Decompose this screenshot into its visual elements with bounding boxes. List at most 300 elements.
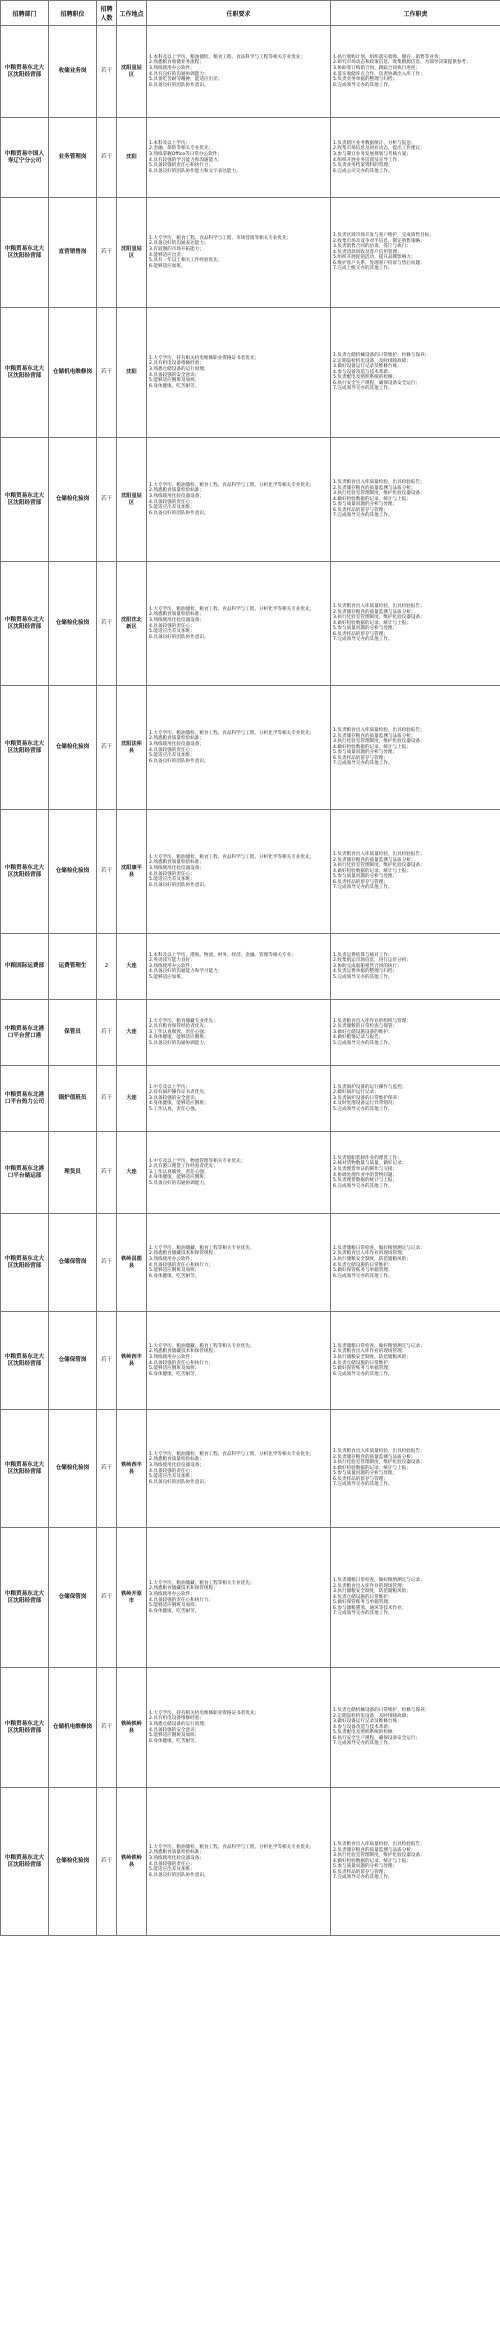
duty-line: 2.收集市场及竞争对手信息，制定销售策略； (333, 238, 425, 244)
duty-line: 1.负责储粮日常检查，做好粮情测定与记录； (333, 1343, 425, 1349)
duty-line: 1.负责粮食出入库质量检验，出具检验报告； (333, 727, 425, 733)
duty-line: 7.完成领导交办的其他工作。 (333, 637, 393, 643)
dept-cell: 中粮贸易东北大区沈阳经营部 (1, 1528, 49, 1668)
location-cell: 大连 (117, 1066, 147, 1132)
duty-line: 4.做好检验数据的记录、统计与上报； (333, 1858, 411, 1864)
requirement-line: 2.具有粮食保管经验者优先； (149, 1024, 209, 1030)
duties-cell (331, 1528, 500, 1668)
duty-line: 3.执行储粮安全制度，防范储粮风险； (333, 1354, 411, 1360)
position-cell: 仓储检化验岗 (49, 810, 97, 934)
duty-line: 1.负责锅炉设备的运行操作与监控； (333, 1084, 407, 1090)
table-row (1, 198, 500, 308)
location-cell: 沈阳沈北新区 (117, 562, 147, 686)
duties-cell (331, 934, 500, 1000)
duty-line: 5.组织开展促销活动，提升品牌影响力； (333, 255, 416, 261)
duties-cell (331, 1788, 500, 1936)
requirements-cell (147, 686, 331, 810)
requirements-cell (147, 1528, 331, 1668)
requirements-cell (147, 438, 331, 562)
requirement-line: 2.熟悉粮食质量检验标准； (149, 488, 204, 494)
requirement-line: 5.能适应出差及加班； (149, 877, 195, 883)
requirements-cell (147, 1000, 331, 1066)
requirement-line: 2.具有机电设备维修经验； (149, 1716, 204, 1722)
position-cell: 仓储检化验岗 (49, 438, 97, 562)
duty-line: 1.负责船舶装卸作业的理货工作； (333, 1155, 402, 1161)
duty-line: 1.负责储粮日常检查，做好粮情测定与记录； (333, 1577, 425, 1583)
location-cell: 铁岭昌图县 (117, 1214, 147, 1312)
count-cell: 若干 (97, 198, 117, 308)
duty-line: 6.完成领导交办的其他工作。 (333, 1183, 393, 1189)
duty-line: 6.负责样品的留存与管理； (333, 1476, 388, 1482)
dept-cell: 中粮国际运费部 (1, 934, 49, 1000)
duty-line: 5.参与质量问题的分析与处理； (333, 502, 398, 508)
duty-line: 1.负责粮食出入库质量检验，出具检验报告； (333, 1841, 425, 1847)
requirement-line: 3.熟练使用化验仪器设备； (149, 617, 204, 623)
location-cell: 铁岭铁岭县 (117, 1668, 147, 1788)
requirement-line: 5.具备良好的沟通协调能力。 (149, 1180, 209, 1186)
position-cell: 仓储检化验岗 (49, 686, 97, 810)
duty-line: 4.负责仓储设施的日常维护； (333, 1594, 393, 1600)
requirements-cell (147, 118, 331, 198)
requirement-line: 6.具备良好的团队协作意识。 (149, 882, 209, 888)
requirement-line: 5.能够适应倒班及加班； (149, 378, 200, 384)
dept-cell: 中粮贸易东北大区沈阳经营部 (1, 1788, 49, 1936)
location-cell: 铁岭铁岭县 (117, 1788, 147, 1936)
duty-line: 1.负责储粮日常检查，做好粮情测定与记录； (333, 1245, 425, 1251)
count-cell: 若干 (97, 1214, 117, 1312)
requirement-line: 5.能够适应倒班及加班； (149, 1268, 200, 1274)
duty-line: 3.协助签订购销合同，跟踪合同执行进度； (333, 65, 421, 71)
dept-cell: 中粮贸易东北大区沈阳经营部 (1, 562, 49, 686)
duty-line: 4.做好检验数据的记录、统计与上报； (333, 868, 411, 874)
requirement-line: 2.熟悉粮食储藏技术和保管规程； (149, 1251, 218, 1257)
requirements-cell (147, 1214, 331, 1312)
duty-line: 5.完成领导交办的其他工作。 (333, 974, 393, 980)
duty-line: 3.负责理货单证的制作与交接； (333, 1166, 398, 1172)
requirement-line: 1.中专及以上学历； (149, 1084, 191, 1090)
requirement-line: 4.具有较强的学习能力和沟通能力； (149, 157, 223, 163)
location-cell: 铁岭西丰县 (117, 1312, 147, 1410)
requirement-line: 3.熟练使用办公软件； (149, 1354, 195, 1360)
header-position: 招聘职位 (49, 1, 97, 26)
requirement-line: 1.大专学历，粮油储检、粮食工程、食品科学与工程、分析化学等相关专业优先； (149, 606, 315, 612)
requirement-line: 5.具有一年以上相关工作经验优先； (149, 258, 223, 264)
requirement-line: 2.持有锅炉操作证书者优先； (149, 1090, 209, 1096)
duty-line: 1.负责区域市场开发与客户维护，完成销售目标； (333, 232, 434, 238)
table-row (1, 1312, 500, 1410)
requirement-line: 2.熟悉粮食质量检验标准； (149, 1457, 204, 1463)
position-cell: 仓储机电维修岗 (49, 1668, 97, 1788)
duties-cell (331, 1000, 500, 1066)
duty-line: 3.执行化验室管理制度，维护化验仪器设备； (333, 1853, 425, 1859)
dept-cell: 中粮贸易东北大区沈阳经营部 (1, 1410, 49, 1528)
table-row (1, 686, 500, 810)
position-cell: 理货员 (49, 1132, 97, 1214)
table-row (1, 562, 500, 686)
duty-line: 2.负责粮食出入库作业的现场管理； (333, 1251, 407, 1257)
position-cell: 运费管理生 (49, 934, 97, 1000)
requirement-line: 6.具备良好的团队协作能力和文字表达能力。 (149, 168, 241, 174)
duty-line: 2.负责储存粮食的质量监测与品质分析； (333, 485, 416, 491)
duty-line: 1.负责仓储机械设备的日常维护、检修与保养； (333, 352, 430, 358)
table-row (1, 1000, 500, 1066)
duties-cell (331, 26, 500, 118)
dept-cell: 中粮贸易东北大区沈阳经营部 (1, 686, 49, 810)
requirement-line: 3.熟练使用化验仪器设备； (149, 493, 204, 499)
duty-line: 4.做好粮情记录与报告； (333, 1035, 384, 1041)
duty-line: 4.负责仓储设施的日常维护； (333, 1262, 393, 1268)
duty-line: 6.完成公司交办的其他工作。 (333, 168, 393, 174)
duty-line: 2.负责储粮的日常检查与保管； (333, 1024, 398, 1030)
requirement-line: 3.熟练使用化验仪器设备； (149, 741, 204, 747)
duties-cell (331, 1410, 500, 1528)
duty-line: 2.核对货物数量与质量，做好记录； (333, 1161, 407, 1167)
duty-line: 1.负责辖区业务数据统计、分析与报送； (333, 140, 416, 146)
requirement-line: 1.本科及以上学历； (149, 140, 191, 146)
header-location: 工作地点 (117, 1, 147, 26)
position-cell: 仓储检化验岗 (49, 1788, 97, 1936)
duty-line: 6.负责样品的留存与管理； (333, 507, 388, 513)
count-cell: 若干 (97, 562, 117, 686)
requirement-line: 4.具备较强的责任心和执行力； (149, 1597, 214, 1603)
requirement-line: 4.具备良好的沟通能力和学习能力； (149, 969, 223, 975)
count-cell: 若干 (97, 1000, 117, 1066)
dept-cell: 中粮贸易东北大区沈阳经营部 (1, 198, 49, 308)
duties-cell (331, 1312, 500, 1410)
duty-line: 5.负责配电及照明系统的检修； (333, 1730, 398, 1736)
table-row (1, 810, 500, 934)
requirement-line: 1.本科及以上学历，港航、物流、财务、经济、金融、管理等相关专业； (149, 952, 296, 958)
requirements-cell (147, 1410, 331, 1528)
duty-line: 7.完成领导交办的其他工作。 (333, 761, 393, 767)
duty-line: 7.完成领导交办的其他工作。 (333, 386, 393, 392)
requirement-line: 6.具备良好的团队协作意识。 (149, 1479, 209, 1485)
duty-line: 4.负责运费单据的整理与归档； (333, 969, 398, 975)
count-cell: 若干 (97, 1312, 117, 1410)
table-row (1, 1132, 500, 1214)
duty-line: 5.负责业务单据的整理与归档； (333, 77, 398, 83)
duty-line: 3.执行储粮安全制度，防范储粮风险； (333, 1256, 411, 1262)
duties-cell (331, 1214, 500, 1312)
duties-cell (331, 1066, 500, 1132)
count-cell: 若干 (97, 1410, 117, 1528)
duty-line: 2.负责储存粮食的质量监测与品质分析； (333, 609, 416, 615)
requirement-line: 4.具备较强的责任心； (149, 1468, 195, 1474)
location-cell: 沈阳皇姑区 (117, 26, 147, 118)
duty-line: 4.组织开展业务培训及宣导工作； (333, 157, 402, 163)
requirement-line: 2.熟悉粮食质量检验标准； (149, 860, 204, 866)
position-cell: 业务管理岗 (49, 118, 97, 198)
position-cell: 仓储保管岗 (49, 1312, 97, 1410)
location-cell: 铁岭开原市 (117, 1528, 147, 1668)
requirement-line: 3.熟练使用办公软件； (149, 1591, 195, 1597)
duty-line: 6.维护客户关系，处理客户投诉与售后问题； (333, 260, 425, 266)
duty-line: 1.负责粮食出入库质量检验，出具检验报告； (333, 479, 425, 485)
dept-cell: 中粮贸易东北大区沈阳经营部 (1, 1668, 49, 1788)
duty-line: 7.完成上级交办的其他工作。 (333, 266, 393, 272)
duty-line: 6.执行安全生产规程，确保设备安全运行； (333, 380, 421, 386)
duty-line: 7.完成领导交办的其他工作。 (333, 1741, 393, 1747)
requirement-line: 1.大专学历，粮油储藏、粮食工程等相关专业优先； (149, 1343, 255, 1349)
duty-line: 3.做好设备运行记录及维修台账； (333, 364, 402, 370)
duty-line: 6.完成领导交办的其他工作。 (333, 1371, 393, 1377)
requirement-line: 5.能适应出差及加班； (149, 629, 195, 635)
requirement-line: 3.工作认真细致，责任心强； (149, 1029, 209, 1035)
requirement-line: 2.金融、保险等相关专业优先； (149, 146, 214, 152)
position-cell: 仓储保管岗 (49, 1528, 97, 1668)
duty-line: 2.负责粮食出入库作业的现场管理； (333, 1583, 407, 1589)
position-cell: 保管员 (49, 1000, 97, 1066)
count-cell: 若干 (97, 686, 117, 810)
duties-cell (331, 1132, 500, 1214)
table-row (1, 1066, 500, 1132)
requirement-line: 1.大专学历，粮油储检、粮食工程、食品科学与工程、分析化学等相关专业优先； (149, 1844, 315, 1850)
position-cell: 仓储检化验岗 (49, 562, 97, 686)
requirement-line: 5.具备较强的责任心和执行力； (149, 163, 214, 169)
duty-line: 1.负责粮食出入库质量检验，出具检验报告； (333, 1448, 425, 1454)
dept-cell: 中粮贸易东北大区沈阳经营部 (1, 26, 49, 118)
requirement-line: 1.大专学历，粮油储藏、粮食工程等相关专业优先； (149, 1580, 255, 1586)
dept-cell: 中粮贸易东北大区沈阳经营部 (1, 1214, 49, 1312)
duty-line: 5.做好保管账务与单据管理； (333, 1600, 393, 1606)
requirement-line: 5.能适应出差及加班； (149, 1867, 195, 1873)
requirement-line: 5.能够适应加班。 (149, 974, 186, 980)
requirement-line: 5.具备吃苦耐劳精神，能适应出差； (149, 77, 223, 83)
table-row (1, 118, 500, 198)
requirement-line: 2.熟悉粮食质量检验标准； (149, 736, 204, 742)
location-cell: 沈阳 (117, 118, 147, 198)
duty-line: 6.完成领导交办的其他工作。 (333, 1273, 393, 1279)
requirement-line: 4.身体健康，能够适应倒班； (149, 1101, 209, 1107)
duty-line: 3.参与制订业务发展规划与考核方案； (333, 151, 411, 157)
duty-line: 6.执行安全生产规程，确保设备安全运行； (333, 1735, 421, 1741)
location-cell: 沈阳法库县 (117, 686, 147, 810)
position-cell: 仓储机电维修岗 (49, 308, 97, 438)
duties-cell (331, 686, 500, 810)
requirement-line: 2.熟悉粮食储藏技术和保管规程； (149, 1349, 218, 1355)
duty-line: 1.负责粮食出入库作业的组织与管理； (333, 1018, 411, 1024)
requirement-line: 5.能适应出差及加班； (149, 505, 195, 511)
duty-line: 4.做好检验数据的记录、统计与上报； (333, 744, 411, 750)
requirement-line: 4.具备较强的责任心； (149, 499, 195, 505)
duty-line: 4.负责仓储设施的日常维护； (333, 1360, 393, 1366)
requirement-line: 4.身体健康，能够适应倒班； (149, 1035, 209, 1041)
duties-cell (331, 1668, 500, 1788)
requirement-line: 3.熟悉仓储设备的运行原理； (149, 366, 209, 372)
duty-line: 5.参与质量问题的分析与处理； (333, 750, 398, 756)
duty-line: 3.负责销售合同的洽谈、签订与执行； (333, 244, 411, 250)
duty-line: 3.做好仓储设施设备的维护； (333, 1029, 393, 1035)
duty-line: 3.执行储粮安全制度，防范储粮风险； (333, 1589, 411, 1595)
dept-cell: 中粮贸易东北港口平台储运部 (1, 1132, 49, 1214)
requirements-cell (147, 1132, 331, 1214)
requirements-cell (147, 934, 331, 1000)
requirement-line: 6.能够适应加班。 (149, 263, 186, 269)
requirements-cell (147, 1312, 331, 1410)
location-cell: 大连 (117, 1132, 147, 1214)
location-cell: 沈阳皇姑区 (117, 198, 147, 308)
duty-line: 2.负责储存粮食的质量监测与品质分析； (333, 857, 416, 863)
requirements-cell (147, 562, 331, 686)
requirement-line: 4.具备较强的安全意识； (149, 1727, 200, 1733)
requirements-cell (147, 1788, 331, 1936)
duty-line: 4.落实收储库点合作，负责协调出入库工作； (333, 71, 425, 77)
count-cell: 2 (97, 934, 117, 1000)
duty-line: 5.参与质量问题的分析与处理； (333, 874, 398, 880)
table-row (1, 1528, 500, 1668)
requirement-line: 6.具备良好的团队协作意识。 (149, 634, 209, 640)
duty-line: 2.研究市场动态和政策信息，收集粮源信息，为领导决策提供参考； (333, 60, 471, 66)
requirement-line: 6.具备良好的团队协作意识。 (149, 758, 209, 764)
position-cell: 仓储保管岗 (49, 1214, 97, 1312)
position-cell: 收储业务岗 (49, 26, 97, 118)
count-cell: 若干 (97, 118, 117, 198)
duty-line: 1.执行收购计划，组织落实收购、储存、销售等业务； (333, 54, 444, 60)
duty-line: 7.完成领导交办的其他工作。 (333, 513, 393, 519)
requirement-line: 3.熟练使用办公软件； (149, 963, 195, 969)
duty-line: 4.负责货款回收及客户信用管理； (333, 249, 402, 255)
duty-line: 2.负责储存粮食的质量监测与品质分析； (333, 733, 416, 739)
requirement-line: 4.具备较强的责任心； (149, 747, 195, 753)
duty-line: 6.参与储粮熏蒸、通风等技术作业； (333, 1605, 407, 1611)
header-count: 招聘人数 (97, 1, 117, 26)
duty-line: 3.执行化验室管理制度，维护化验仪器设备； (333, 863, 425, 869)
requirement-line: 3.有较强的市场开拓能力； (149, 246, 204, 252)
requirement-line: 6.身体健康，吃苦耐劳。 (149, 1608, 200, 1614)
duty-line: 2.收集市场信息及同业动态，提出工作建议； (333, 146, 425, 152)
dept-cell: 中粮贸易东北港口平台营口港 (1, 1000, 49, 1066)
duty-line: 6.负责样品的留存与管理； (333, 1869, 388, 1875)
dept-cell: 中粮贸易东北港口平台热力公司 (1, 1066, 49, 1132)
requirement-line: 5.能适应出差及加班； (149, 1474, 195, 1480)
count-cell: 若干 (97, 1132, 117, 1214)
requirement-line: 3.熟练使用化验仪器设备； (149, 1462, 204, 1468)
requirement-line: 5.能够适应倒班及加班； (149, 1366, 200, 1372)
duty-line: 1.负责粮食出入库质量检验，出具检验报告； (333, 603, 425, 609)
duty-line: 7.完成领导交办的其他工作。 (333, 1482, 393, 1488)
requirement-line: 4.具备较强的责任心和执行力； (149, 1262, 214, 1268)
duty-line: 1.负责运费结算与核对工作； (333, 952, 393, 958)
requirement-line: 5.能够适应倒班及加班； (149, 1733, 200, 1739)
requirements-cell (147, 1066, 331, 1132)
position-cell: 直营销售岗 (49, 198, 97, 308)
position-cell: 仓储检化验岗 (49, 1410, 97, 1528)
duty-line: 5.负责配电及照明系统的检修； (333, 375, 398, 381)
requirement-line: 1.大专学历，粮油储检、粮食工程、食品科学与工程、分析化学等相关专业优先； (149, 730, 315, 736)
duty-line: 4.做好检验数据的记录、统计与上报； (333, 496, 411, 502)
requirement-line: 3.熟练使用化验仪器设备； (149, 1855, 204, 1861)
requirement-line: 4.具备较强的责任心； (149, 871, 195, 877)
duty-line: 6.负责样品的留存与管理； (333, 755, 388, 761)
duty-line: 5.参与质量问题的分析与处理； (333, 626, 398, 632)
requirement-line: 2.英语读写能力良好； (149, 958, 195, 964)
table-body (1, 26, 500, 1936)
requirement-line: 3.具备较强的安全意识； (149, 1095, 200, 1101)
requirement-line: 4.具备较强的责任心； (149, 623, 195, 629)
requirement-line: 5.具备良好的沟通协调能力。 (149, 1040, 209, 1046)
location-cell: 大连 (117, 934, 147, 1000)
duty-line: 2.定期巡检机电设备，及时排除故障； (333, 358, 411, 364)
table-row (1, 1214, 500, 1312)
table-header-row (1, 1, 500, 26)
duty-line: 5.完成领导交办的其他工作。 (333, 1106, 393, 1112)
duty-line: 2.负责粮食出入库作业的现场管理； (333, 1349, 407, 1355)
duty-line: 3.负责锅炉设备的日常维护保养； (333, 1095, 402, 1101)
dept-cell: 中粮贸易东北大区沈阳经营部 (1, 810, 49, 934)
requirement-line: 2.熟悉粮食质量检验标准； (149, 1850, 204, 1856)
duties-cell (331, 308, 500, 438)
dept-cell: 中粮贸易东北大区沈阳经营部 (1, 308, 49, 438)
requirement-line: 4.具备较强的责任心和执行力； (149, 1360, 214, 1366)
requirement-line: 1.大专学历，粮食工程、食品科学与工程、市场营销等相关专业优先； (149, 235, 292, 241)
location-cell: 大连 (117, 1000, 147, 1066)
duties-cell (331, 562, 500, 686)
requirement-line: 2.熟悉粮食质量检验标准； (149, 612, 204, 618)
requirement-line: 2.具备良好的沟通表达能力； (149, 241, 209, 247)
duty-line: 3.协助完成船舶租赁合同的执行； (333, 963, 402, 969)
requirement-line: 4.具有良好的沟通协调能力； (149, 71, 209, 77)
requirement-line: 1.大专学历，粮食储藏专业优先； (149, 1018, 218, 1024)
requirement-line: 1.大专学历，持有相关机电维修职业资格证书者优先； (149, 355, 260, 361)
header-requirements: 任职要求 (147, 1, 331, 26)
requirements-cell (147, 198, 331, 308)
duty-line: 7.完成领导交办的其他工作。 (333, 1875, 393, 1881)
duty-line: 3.执行化验室管理制度，维护化验仪器设备； (333, 739, 425, 745)
requirement-line: 5.工作认真，责任心强。 (149, 1106, 200, 1112)
table-row (1, 934, 500, 1000)
dept-cell: 中粮贸易中国人寿辽宁分公司 (1, 118, 49, 198)
table-row (1, 1788, 500, 1936)
duty-line: 4.及时处理设备运行异常情况； (333, 1101, 398, 1107)
requirement-line: 6.身体健康，吃苦耐劳。 (149, 1371, 200, 1377)
requirements-cell (147, 26, 331, 118)
count-cell: 若干 (97, 1066, 117, 1132)
dept-cell: 中粮贸易东北大区沈阳经营部 (1, 438, 49, 562)
duty-line: 7.完成领导交办的其他工作。 (333, 1611, 393, 1617)
duty-line: 5.做好保管账务与单据管理； (333, 1366, 393, 1372)
duties-cell (331, 118, 500, 198)
position-cell: 锅炉值班员 (49, 1066, 97, 1132)
duty-line: 5.负责业务档案资料的管理； (333, 163, 393, 169)
count-cell: 若干 (97, 1528, 117, 1668)
duty-line: 5.负责理货数据的统计与上报； (333, 1178, 398, 1184)
requirement-line: 4.具备较强的责任心； (149, 1861, 195, 1867)
requirements-cell (147, 1668, 331, 1788)
duty-line: 6.负责样品的留存与管理； (333, 631, 388, 637)
requirement-line: 2.熟悉粮食储藏技术和保管规程； (149, 1586, 218, 1592)
table-row (1, 1668, 500, 1788)
table-row (1, 1410, 500, 1528)
requirement-line: 6.身体健康，吃苦耐劳。 (149, 1738, 200, 1744)
header-duties: 工作职责 (331, 1, 500, 26)
count-cell: 若干 (97, 26, 117, 118)
duty-line: 4.做好检验数据的记录、统计与上报； (333, 1465, 411, 1471)
duty-line: 3.执行化验室管理制度，维护化验仪器设备； (333, 491, 425, 497)
duty-line: 2.负责储存粮食的质量监测与品质分析； (333, 1847, 416, 1853)
requirement-line: 1.大专学历，持有相关机电维修职业资格证书者优先； (149, 1710, 260, 1716)
duties-cell (331, 198, 500, 308)
requirement-line: 2.具有港口理货工作经验者优先； (149, 1164, 218, 1170)
requirements-cell (147, 308, 331, 438)
requirement-line: 6.具备良好的团队协作意识。 (149, 82, 209, 88)
table-row (1, 26, 500, 118)
location-cell: 铁岭西丰县 (117, 1410, 147, 1528)
duty-line: 2.负责储存粮食的质量监测与品质分析； (333, 1454, 416, 1460)
requirement-line: 6.身体健康，吃苦耐劳。 (149, 383, 200, 389)
duty-line: 4.参与设备改造与技术革新； (333, 369, 393, 375)
duty-line: 1.负责粮食出入库质量检验，出具检验报告； (333, 851, 425, 857)
requirement-line: 3.熟悉仓储设备的运行原理； (149, 1721, 209, 1727)
